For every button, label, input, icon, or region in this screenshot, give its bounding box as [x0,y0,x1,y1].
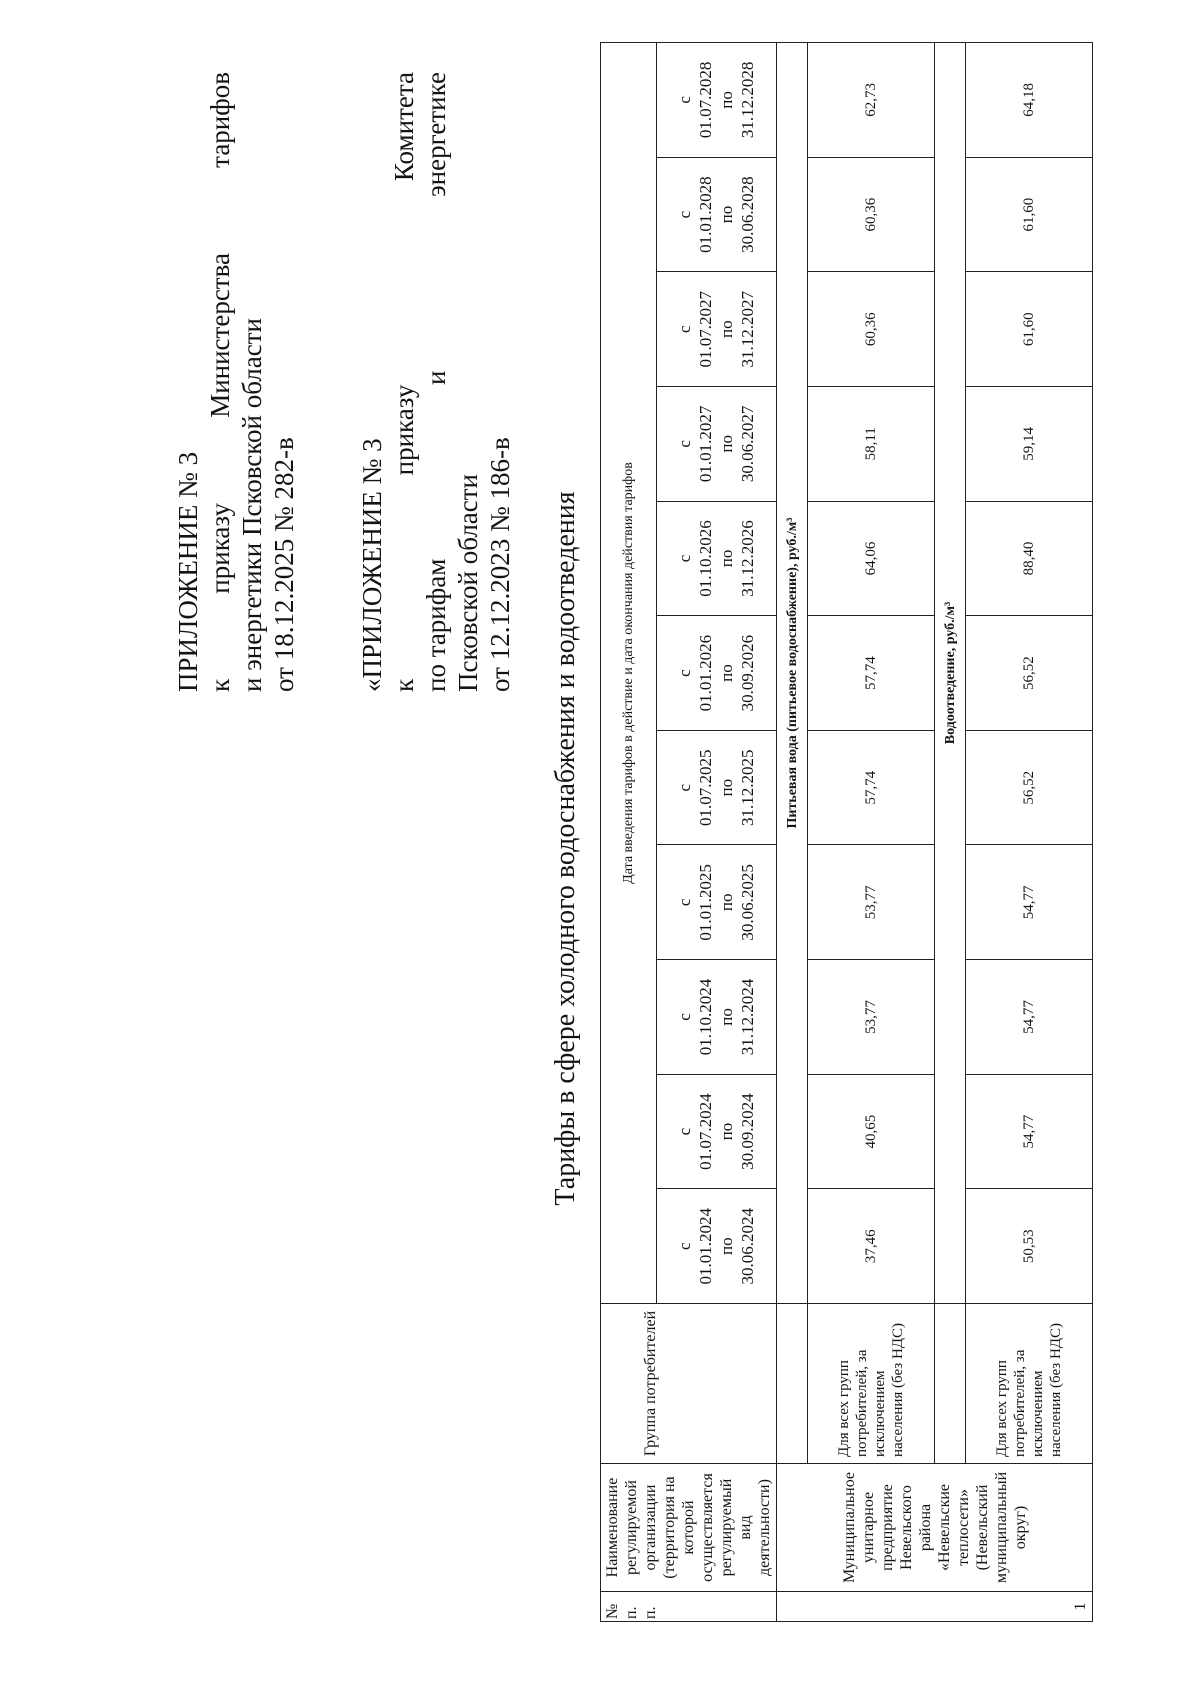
header-dates: Дата введения тарифов в действие и дата окончания действия тарифов [601,43,657,1304]
appendix-previous-word: приказу [389,384,419,476]
appendix-current-word: приказу [205,502,235,594]
period-from-word: с [675,96,695,104]
period-from: 01.07.2027 [696,290,716,368]
row-number: 1 [777,1592,1093,1622]
period-header [656,43,776,158]
period-from: 01.01.2025 [696,864,716,941]
header-num [601,1592,777,1622]
header-num-line: № [604,1603,621,1619]
period-to: 31.12.2027 [738,290,758,368]
appendix-previous-line3: Псковской области [453,473,483,692]
tariff-row [966,43,1093,1622]
tariff-value: 59,14 [966,387,1093,502]
tariff-value: 54,77 [966,960,1093,1075]
tariff-value: 57,74 [808,730,935,845]
header-row-top [601,43,657,1622]
consumer-group: Для всех групп потребителей, за исключением населения (без НДС) [808,1304,935,1464]
appendix-previous-word: к [389,678,419,692]
tariff-table-body [777,43,1093,1622]
period-from: 01.07.2025 [696,749,716,826]
tariff-value: 53,77 [808,845,935,960]
period-from-word: с [675,440,695,448]
tariff-value: 62,73 [808,43,935,158]
period-to: 31.12.2025 [738,749,758,826]
period-from: 01.10.2024 [696,978,716,1056]
tariff-value: 60,36 [808,272,935,387]
period-header [656,1074,776,1189]
tariff-value: 40,65 [808,1074,935,1189]
period-to-word: по [717,1237,737,1255]
period-from-word: с [675,669,695,677]
period-to-word: по [717,778,737,797]
period-to: 30.06.2027 [738,405,758,483]
period-to: 31.12.2026 [738,520,758,597]
period-to-word: по [717,1008,737,1026]
appendix-current-line2: и энергетики Псковской области [237,318,267,692]
tariff-value: 53,77 [808,960,935,1075]
period-from-word: с [675,1127,695,1136]
period-to-word: по [717,320,737,338]
period-from: 01.01.2028 [696,176,716,253]
appendix-previous-line2 [420,72,452,692]
tariff-value: 88,40 [966,501,1093,616]
tariff-value: 60,36 [808,157,935,272]
appendix-previous-word: и [421,370,451,386]
appendix-previous-word: энергетике [421,72,451,197]
tariff-value: 54,77 [966,1074,1093,1189]
period-to-word: по [717,205,737,224]
period-to: 31.12.2024 [738,978,758,1056]
tariff-value: 56,52 [966,730,1093,845]
period-header [656,616,776,731]
tariff-value: 58,11 [808,387,935,502]
period-to: 30.09.2026 [738,634,758,712]
period-to-word: по [717,91,737,109]
header-num-line: п. [623,1606,640,1619]
period-to: 31.12.2028 [738,61,758,139]
period-from-word: с [675,554,695,563]
period-from-word: с [675,783,695,792]
tariff-row [808,43,935,1622]
period-from: 01.07.2024 [696,1093,716,1170]
period-from: 01.10.2026 [696,520,716,597]
period-from-word: с [675,1013,695,1021]
period-to-word: по [717,664,737,682]
period-from-word: с [675,210,695,219]
period-from: 01.01.2024 [696,1207,716,1285]
period-header [656,157,776,272]
period-from-word: с [675,1242,695,1250]
period-to-word: по [717,1122,737,1141]
appendix-current [172,72,300,692]
period-header [656,730,776,845]
tariff-value: 57,74 [808,616,935,731]
appendix-current-word: тарифов [205,72,235,168]
section-title: Питьевая вода (питьевое водоснабжение), руб./м³ [777,43,808,1304]
period-to: 30.06.2024 [738,1207,758,1285]
period-from: 01.07.2028 [696,61,716,139]
appendix-current-word: Министерства [205,253,235,418]
period-header [656,501,776,616]
period-to-word: по [717,435,737,453]
period-to: 30.09.2024 [738,1093,758,1170]
tariff-value: 61,60 [966,272,1093,387]
header-consumer-group: Группа потребителей [601,1304,777,1464]
appendix-current-title: ПРИЛОЖЕНИЕ № 3 [173,451,203,692]
period-from: 01.01.2026 [696,634,716,712]
appendix-current-word: к [205,678,235,692]
period-to-word: по [717,549,737,568]
period-header [656,387,776,502]
period-from: 01.01.2027 [696,405,716,483]
tariff-table [600,42,1093,1622]
document-title: Тарифы в сфере холодного водоснабжения и водоотведения [550,491,581,1206]
consumer-group: Для всех групп потребителей, за исключением населения (без НДС) [966,1304,1093,1464]
tariff-value: 56,52 [966,616,1093,731]
header-num-line: п. [642,1606,659,1619]
period-header [656,1189,776,1304]
period-to: 30.06.2028 [738,176,758,253]
organization-name: Муниципальное унитарное предприятие Невельского района «Невельские теплосети» (Невельский муниципальный округ) [777,1464,1093,1592]
header-organization: Наименование регулируемой организации (территория на которой осуществляется регулируемый вид деятельности) [601,1464,777,1592]
appendix-current-line1 [204,72,236,692]
period-header [656,845,776,960]
tariff-value: 64,06 [808,501,935,616]
tariff-value: 64,18 [966,43,1093,158]
section-title-spacer [935,1304,966,1464]
period-from-word: с [675,325,695,333]
tariff-value: 37,46 [808,1189,935,1304]
appendix-current-line3: от 18.12.2025 № 282-в [269,437,299,692]
tariff-value: 61,60 [966,157,1093,272]
section-title-row [777,43,808,1622]
period-to: 30.06.2025 [738,864,758,941]
period-to-word: по [717,893,737,912]
tariff-value: 50,53 [966,1189,1093,1304]
appendix-previous-line4: от 12.12.2023 № 186-в [485,437,515,692]
appendix-previous-line1 [388,72,420,692]
appendix-previous-word: Комитета [389,72,419,182]
tariff-value: 54,77 [966,845,1093,960]
period-header [656,960,776,1075]
period-from-word: с [675,898,695,907]
appendix-previous-title: «ПРИЛОЖЕНИЕ № 3 [357,438,387,692]
period-header [656,272,776,387]
appendix-previous-word: по тарифам [421,558,451,692]
section-title-spacer [777,1304,808,1464]
section-title: Водоотведение, руб./м³ [935,43,966,1304]
appendix-previous [356,72,516,692]
section-title-row [935,43,966,1622]
